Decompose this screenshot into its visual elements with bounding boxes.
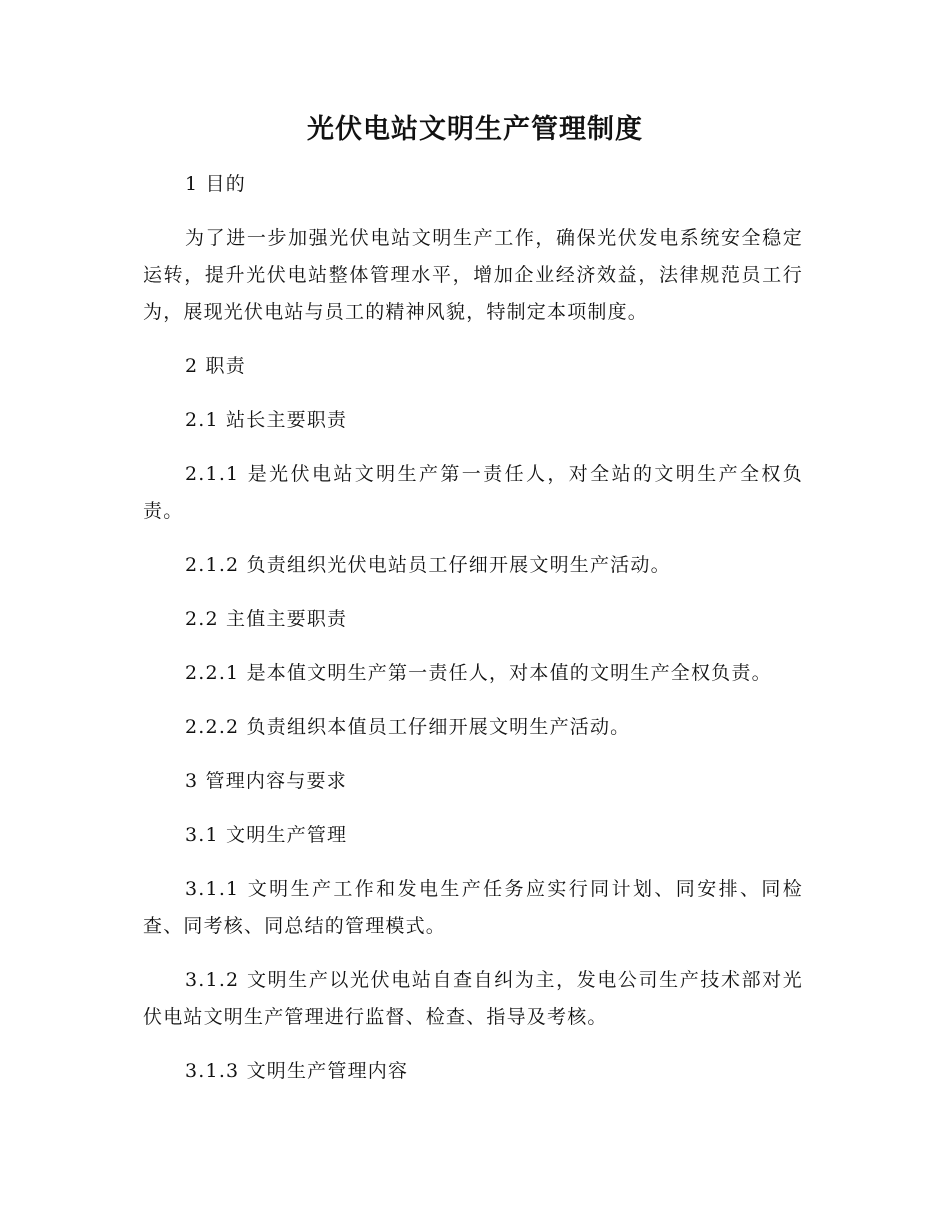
- section-heading-purpose: 1 目的: [185, 173, 246, 195]
- subsection-heading-station-master: 2.1 站长主要职责: [185, 409, 348, 431]
- paragraph-purpose-text: 为了进一步加强光伏电站文明生产工作，确保光伏发电系统安全稳定运转，提升光伏电站整体管理水平，增加企业经济效益，法律规范员工行为，展现光伏电站与员工的精神风貌，特制定本项制度。: [143, 227, 803, 323]
- paragraph-2-1-1: 2.1.1 是光伏电站文明生产第一责任人，对全站的文明生产全权负责。: [143, 463, 803, 522]
- paragraph-2-1-2: 2.1.2 负责组织光伏电站员工仔细开展文明生产活动。: [185, 554, 671, 576]
- document-title: 光伏电站文明生产管理制度: [307, 114, 643, 145]
- section-heading-responsibilities: 2 职责: [185, 355, 246, 377]
- subsection-heading-duty-chief: 2.2 主值主要职责: [185, 608, 348, 630]
- paragraph-3-1-2: 3.1.2 文明生产以光伏电站自查自纠为主，发电公司生产技术部对光伏电站文明生产管理进行监督、检查、指导及考核。: [143, 969, 803, 1028]
- section-heading-management-content: 3 管理内容与要求: [185, 770, 347, 792]
- paragraph-2-2-2: 2.2.2 负责组织本值员工仔细开展文明生产活动。: [185, 716, 631, 738]
- document-body: [143, 166, 803, 1107]
- subsection-heading-civilized-production: 3.1 文明生产管理: [185, 824, 348, 846]
- paragraph-3-1-1: 3.1.1 文明生产工作和发电生产任务应实行同计划、同安排、同检查、同考核、同总结的管理模式。: [143, 878, 803, 937]
- paragraph-2-2-1: 2.2.1 是本值文明生产第一责任人，对本值的文明生产全权负责。: [185, 662, 772, 684]
- paragraph-3-1-3: 3.1.3 文明生产管理内容: [185, 1060, 409, 1082]
